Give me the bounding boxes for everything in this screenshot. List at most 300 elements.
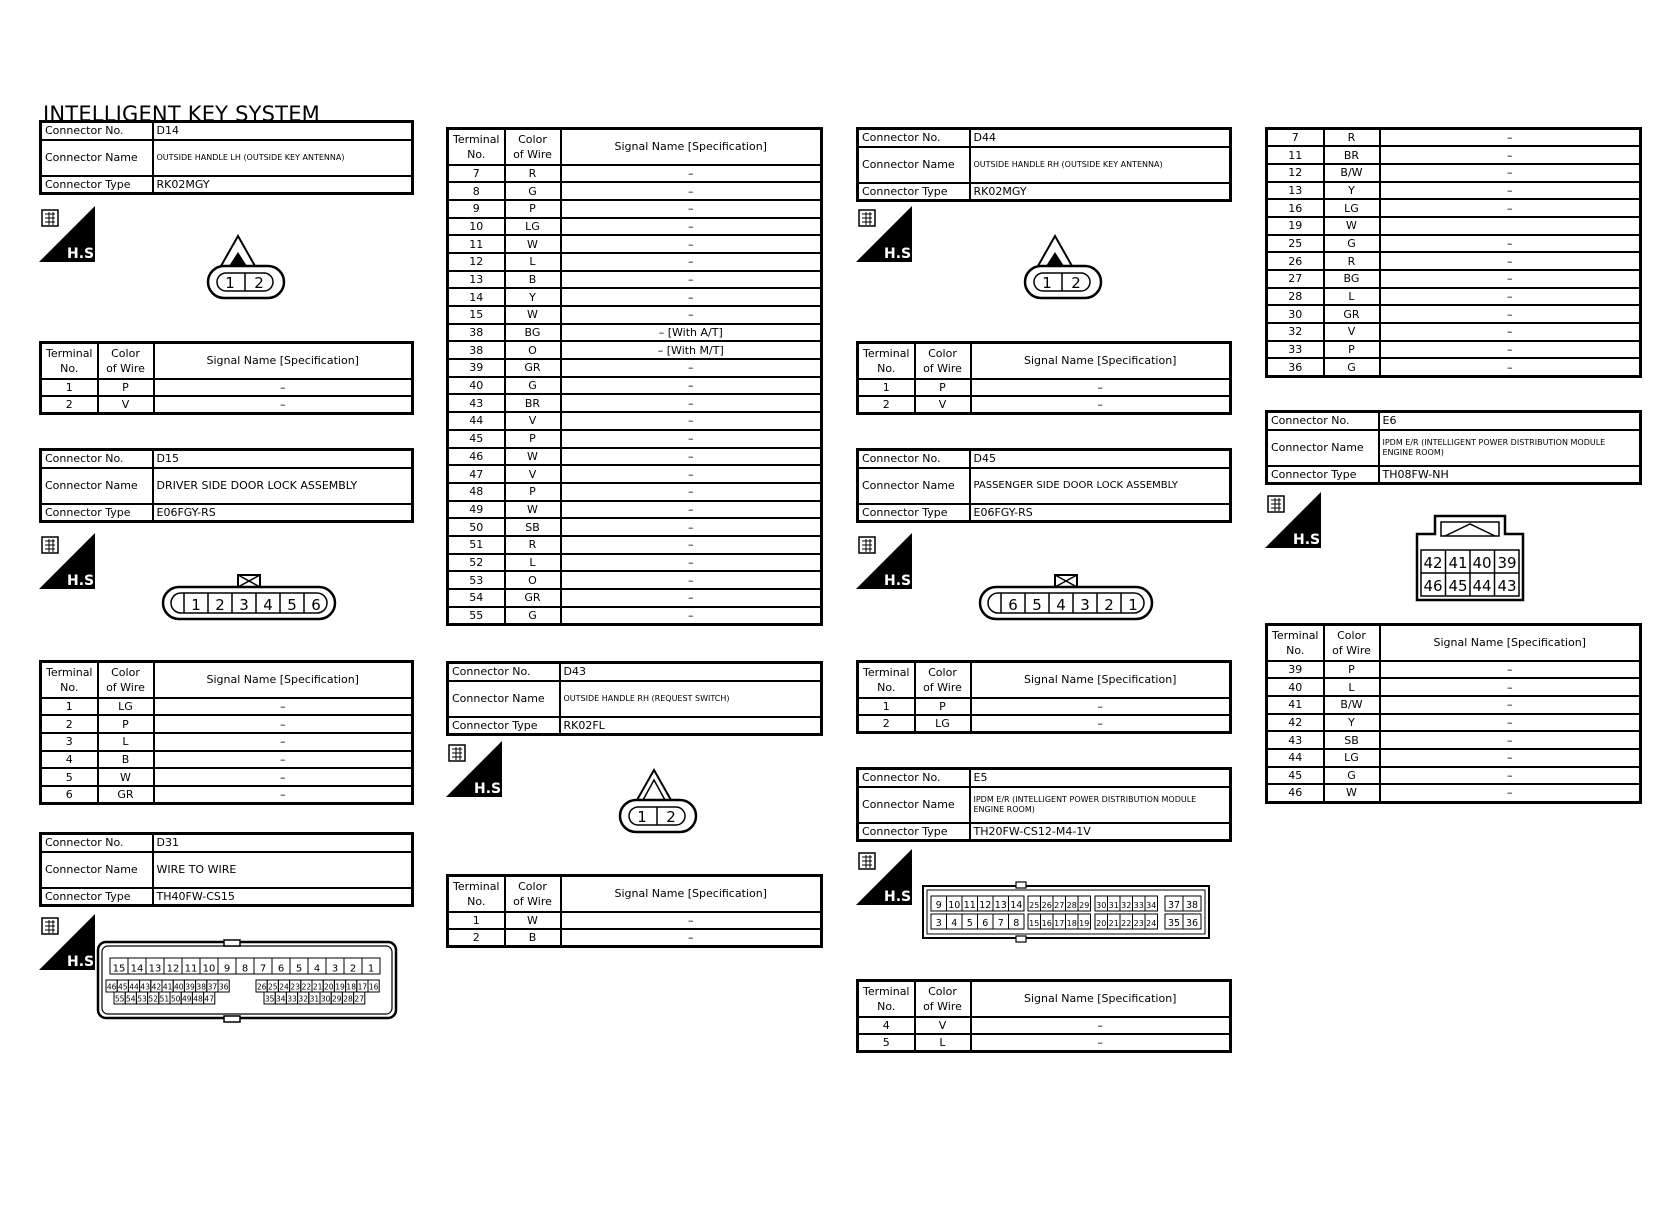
wire-color-cell: L (505, 253, 561, 271)
pin-label: 47 (204, 994, 214, 1004)
pin-label: 16 (368, 982, 379, 992)
label-connector-type: Connector Type (1267, 466, 1379, 484)
header-color: Color of Wire (505, 876, 561, 912)
signal-name-cell: – (1380, 252, 1641, 270)
pin-label: 11 (963, 900, 976, 911)
table-row (448, 518, 822, 536)
pin-cell (962, 914, 978, 929)
terminal-no-cell: 3 (41, 733, 98, 751)
pin-label: 22 (301, 982, 312, 992)
signal-name-cell: – (561, 554, 822, 572)
signal-name-cell: – (1380, 305, 1641, 323)
table-row (858, 396, 1231, 414)
terminal-no-cell: 5 (858, 1034, 915, 1052)
pin-cell (357, 980, 368, 992)
pin-label: 3 (331, 963, 339, 975)
pin-cell (159, 992, 170, 1004)
terminal-no-cell: 51 (448, 536, 505, 554)
pin-cell (128, 980, 139, 992)
label-connector-type: Connector Type (41, 504, 153, 522)
pin-label: 32 (298, 994, 308, 1004)
pin-cell (312, 980, 323, 992)
pin-label: 5 (295, 963, 303, 975)
signal-name-cell: – (1380, 146, 1641, 164)
pin-label: 19 (335, 982, 345, 992)
signal-name-cell: – (971, 1017, 1231, 1035)
wire-color-cell: G (505, 182, 561, 200)
connector-name-value: WIRE TO WIRE (153, 852, 413, 888)
terminal-no-cell: 39 (1267, 661, 1324, 679)
table-row (1267, 182, 1641, 200)
pin-cell (1053, 914, 1066, 929)
signal-name-cell: – (561, 377, 822, 395)
table-row (448, 271, 822, 289)
signal-name-cell: – (971, 1034, 1231, 1052)
terminal-table-d45 (856, 660, 1232, 734)
label-connector-no: Connector No. (41, 122, 153, 140)
pin-cell (1108, 896, 1121, 911)
pin-label: 40 (1472, 554, 1492, 572)
terminal-no-cell: 19 (1267, 217, 1324, 235)
table-row (448, 430, 822, 448)
wire-color-cell: O (505, 341, 561, 359)
label-connector-name: Connector Name (858, 787, 970, 823)
pin-cell (148, 992, 159, 1004)
pin-cell (267, 980, 278, 992)
connector-info-d14 (39, 120, 414, 195)
terminal-no-cell: 6 (41, 786, 98, 804)
signal-name-cell: – (561, 253, 822, 271)
pin-cell (1053, 896, 1066, 911)
signal-name-cell: – (154, 751, 413, 769)
pin-cell (1120, 896, 1133, 911)
pin-label: 27 (1054, 901, 1065, 910)
pin-cell (200, 958, 218, 975)
pin-label: 24 (1146, 919, 1157, 928)
pin-cell (117, 980, 128, 992)
terminal-no-cell: 7 (1267, 129, 1324, 147)
table-row (858, 1034, 1231, 1052)
pin-cell (368, 980, 379, 992)
pin-cell (286, 992, 297, 1004)
terminal-no-cell: 46 (448, 448, 505, 466)
connector-name-value: OUTSIDE HANDLE RH (OUTSIDE KEY ANTENNA) (970, 147, 1231, 183)
header-color: Color of Wire (1324, 625, 1380, 661)
table-row (1267, 358, 1641, 376)
wire-color-cell: W (1324, 217, 1380, 235)
wire-color-cell: LG (1324, 199, 1380, 217)
pin-label: 1 (367, 963, 375, 975)
header-terminal: Terminal No. (1267, 625, 1324, 661)
pin-label: 29 (1079, 901, 1090, 910)
pin-label: 42 (1423, 554, 1443, 572)
table-row (448, 571, 822, 589)
wire-color-cell: G (1324, 358, 1380, 376)
pin-label: 15 (1029, 919, 1040, 928)
label-connector-type: Connector Type (41, 176, 153, 194)
pin-label: 9 (223, 963, 231, 975)
pin-label: 11 (184, 963, 198, 975)
label-connector-no: Connector No. (448, 663, 560, 681)
terminal-table-d14 (39, 341, 414, 415)
pin-label: 2 (254, 274, 264, 292)
header-signal-name: Signal Name [Specification] (561, 129, 822, 165)
signal-name-cell: – (561, 306, 822, 324)
pin-label: 30 (320, 994, 331, 1004)
wire-color-cell: P (505, 483, 561, 501)
svg-text:H.S.: H.S. (1293, 532, 1326, 548)
pin-label: 4 (313, 963, 321, 975)
pin-label: 38 (1185, 900, 1199, 911)
pin-label: 32 (1121, 901, 1132, 910)
harness-side-icon (446, 741, 507, 797)
pin-cell (184, 980, 195, 992)
pin-label: 12 (166, 963, 180, 975)
svg-text:H.S.: H.S. (474, 781, 507, 797)
table-row (1267, 767, 1641, 785)
pin-label: 6 (1008, 596, 1018, 614)
pin-cell (218, 980, 229, 992)
table-row (858, 379, 1231, 397)
signal-name-cell: – [With M/T] (561, 341, 822, 359)
pin-label: 25 (268, 982, 278, 992)
signal-name-cell: – (561, 218, 822, 236)
signal-name-cell: – (1380, 235, 1641, 253)
pin-label: 1 (637, 808, 647, 826)
pin-label: 31 (1108, 901, 1119, 910)
svg-text:H.S.: H.S. (884, 573, 917, 589)
pin-label: 41 (162, 982, 173, 992)
pin-label: 10 (202, 963, 216, 975)
pin-cell (1183, 896, 1201, 911)
label-connector-no: Connector No. (1267, 412, 1379, 430)
connector-type-value: RK02MGY (970, 183, 1231, 201)
pin-label: 29 (332, 994, 342, 1004)
wire-color-cell: W (505, 448, 561, 466)
pin-label: 46 (1423, 577, 1443, 595)
pin-cell (354, 992, 365, 1004)
table-row (1267, 305, 1641, 323)
wire-color-cell: V (915, 396, 971, 414)
table-row (448, 589, 822, 607)
pin-cell (1028, 914, 1041, 929)
pin-cell (1108, 914, 1121, 929)
pin-label: 1 (191, 596, 201, 614)
pin-cell (947, 914, 963, 929)
signal-name-cell: – (561, 571, 822, 589)
label-connector-type: Connector Type (858, 823, 970, 841)
signal-name-cell: – (1380, 129, 1641, 147)
pin-label: 13 (148, 963, 162, 975)
signal-name-cell: – (1380, 731, 1641, 749)
pin-label: 2 (215, 596, 225, 614)
pin-cell (125, 992, 136, 1004)
wire-color-cell: L (1324, 678, 1380, 696)
terminal-no-cell: 43 (448, 394, 505, 412)
table-row (448, 394, 822, 412)
connector-type-value: E06FGY-RS (970, 504, 1231, 522)
signal-name-cell: – (154, 379, 413, 397)
table-row (1267, 323, 1641, 341)
pin-label: 27 (354, 994, 364, 1004)
signal-name-cell: – (561, 165, 822, 183)
table-row (1267, 749, 1641, 767)
pin-cell (136, 992, 147, 1004)
wire-color-cell: R (505, 536, 561, 554)
connector-info-d44 (856, 127, 1232, 202)
connector-info-e5 (856, 767, 1232, 842)
table-row (448, 607, 822, 625)
wire-color-cell: BR (505, 394, 561, 412)
wire-color-cell: BG (505, 324, 561, 342)
signal-name-cell: – (561, 929, 822, 947)
pin-label: 3 (935, 918, 942, 929)
header-signal-name: Signal Name [Specification] (971, 343, 1231, 379)
pin-label: 12 (979, 900, 992, 911)
header-terminal: Terminal No. (858, 343, 915, 379)
terminal-no-cell: 36 (1267, 358, 1324, 376)
pin-label: 18 (1066, 919, 1077, 928)
pin-cell (162, 980, 173, 992)
table-row (448, 536, 822, 554)
table-row (41, 751, 413, 769)
pin-cell (1133, 896, 1146, 911)
terminal-table-d43 (446, 874, 823, 948)
pin-label: 6 (982, 918, 989, 929)
pin-label: 28 (1066, 901, 1077, 910)
harness-side-icon (39, 206, 100, 262)
terminal-no-cell: 16 (1267, 199, 1324, 217)
signal-name-cell: – (154, 698, 413, 716)
label-connector-type: Connector Type (858, 183, 970, 201)
pin-label: 26 (1041, 901, 1052, 910)
pin-cell (931, 896, 947, 911)
pin-cell (236, 958, 254, 975)
pin-cell (110, 958, 128, 975)
pin-label: 21 (1108, 919, 1119, 928)
pin-label: 44 (129, 982, 139, 992)
pin-cell (151, 980, 162, 992)
pin-cell (106, 980, 117, 992)
wire-color-cell: R (1324, 129, 1380, 147)
pin-cell (978, 914, 994, 929)
signal-name-cell: – (561, 288, 822, 306)
terminal-no-cell: 44 (448, 412, 505, 430)
terminal-no-cell: 1 (448, 912, 505, 930)
pin-label: 37 (1167, 900, 1181, 911)
signal-name-cell: – (1380, 714, 1641, 732)
terminal-no-cell: 4 (858, 1017, 915, 1035)
table-row (448, 165, 822, 183)
table-row (448, 465, 822, 483)
terminal-no-cell: 41 (1267, 696, 1324, 714)
pin-cell (344, 958, 362, 975)
table-row (1267, 731, 1641, 749)
signal-name-cell: – (154, 733, 413, 751)
table-row (1267, 784, 1641, 802)
pin-label: 3 (239, 596, 249, 614)
pin-label: 46 (106, 982, 117, 992)
pin-cell (146, 958, 164, 975)
header-color: Color of Wire (505, 129, 561, 165)
pin-label: 17 (1054, 919, 1065, 928)
signal-name-cell: – (561, 394, 822, 412)
terminal-no-cell: 5 (41, 768, 98, 786)
wire-color-cell: B (505, 271, 561, 289)
signal-name-cell: – (561, 536, 822, 554)
signal-name-cell: – (561, 235, 822, 253)
connector-info-d43 (446, 661, 823, 736)
pin-cell (1120, 914, 1133, 929)
terminal-table-d44 (856, 341, 1232, 415)
connector-info-d15 (39, 448, 414, 523)
signal-name-cell: – (1380, 784, 1641, 802)
table-row (448, 412, 822, 430)
table-row (448, 182, 822, 200)
terminal-no-cell: 14 (448, 288, 505, 306)
pin-label: 52 (148, 994, 158, 1004)
signal-name-cell: – (1380, 661, 1641, 679)
signal-name-cell: – [With A/T] (561, 324, 822, 342)
connector-diagram-e5 (921, 880, 1211, 944)
table-row (41, 786, 413, 804)
wire-color-cell: L (505, 554, 561, 572)
signal-name-cell: – (1380, 182, 1641, 200)
table-row (448, 483, 822, 501)
table-row (448, 912, 822, 930)
pin-cell (278, 980, 289, 992)
table-row (1267, 678, 1641, 696)
label-connector-no: Connector No. (41, 834, 153, 852)
table-row (1267, 129, 1641, 147)
pin-label: 10 (948, 900, 961, 911)
pin-label: 17 (357, 982, 368, 992)
pin-label: 2 (1104, 596, 1114, 614)
label-connector-name: Connector Name (448, 681, 560, 717)
terminal-no-cell: 40 (448, 377, 505, 395)
wire-color-cell: V (505, 465, 561, 483)
pin-label: 38 (196, 982, 206, 992)
terminal-no-cell: 27 (1267, 270, 1324, 288)
signal-name-cell: – (561, 271, 822, 289)
pin-label: 23 (1133, 919, 1144, 928)
connector-no-value: D31 (153, 834, 413, 852)
pin-cell (1028, 896, 1041, 911)
wire-color-cell: V (98, 396, 154, 414)
pin-label: 50 (170, 994, 181, 1004)
wire-color-cell: GR (505, 359, 561, 377)
pin-label: 9 (935, 900, 942, 911)
pin-cell (931, 914, 947, 929)
header-color: Color of Wire (915, 662, 971, 698)
pin-cell (993, 914, 1009, 929)
connector-no-value: E5 (970, 769, 1231, 787)
signal-name-cell: – (561, 518, 822, 536)
pin-cell (1095, 896, 1108, 911)
wire-color-cell: L (1324, 288, 1380, 306)
pin-label: 45 (1448, 577, 1468, 595)
signal-name-cell: – (561, 448, 822, 466)
signal-name-cell: – (561, 182, 822, 200)
signal-name-cell: – (561, 412, 822, 430)
pin-label: 51 (159, 994, 170, 1004)
header-color: Color of Wire (98, 662, 154, 698)
pin-label: 2 (1071, 274, 1081, 292)
terminal-no-cell: 49 (448, 501, 505, 519)
connector-name-value: OUTSIDE HANDLE LH (OUTSIDE KEY ANTENNA) (153, 140, 413, 176)
connector-type-value: RK02FL (560, 717, 822, 735)
connector-type-value: E06FGY-RS (153, 504, 413, 522)
terminal-no-cell: 1 (41, 379, 98, 397)
connector-no-value: E6 (1379, 412, 1641, 430)
wire-color-cell: LG (915, 715, 971, 733)
connector-name-value: PASSENGER SIDE DOOR LOCK ASSEMBLY (970, 468, 1231, 504)
signal-name-cell: – (1380, 749, 1641, 767)
connector-diagram-d43 (617, 766, 699, 838)
wire-color-cell: P (505, 200, 561, 218)
wire-color-cell: LG (505, 218, 561, 236)
pin-label: 41 (1448, 554, 1468, 572)
header-signal-name: Signal Name [Specification] (154, 662, 413, 698)
terminal-table-e5-continued (1265, 127, 1642, 378)
table-row (41, 733, 413, 751)
pin-cell (1165, 896, 1183, 911)
header-signal-name: Signal Name [Specification] (971, 662, 1231, 698)
signal-name-cell: – (561, 465, 822, 483)
terminal-no-cell: 7 (448, 165, 505, 183)
label-connector-no: Connector No. (41, 450, 153, 468)
pin-label: 54 (126, 994, 136, 1004)
wire-color-cell: V (915, 1017, 971, 1035)
wire-color-cell: P (505, 430, 561, 448)
signal-name-cell: – (1380, 341, 1641, 359)
pin-label: 4 (263, 596, 273, 614)
pin-cell (1041, 896, 1054, 911)
table-row (448, 448, 822, 466)
terminal-no-cell: 2 (858, 715, 915, 733)
table-row (448, 324, 822, 342)
connector-no-value: D45 (970, 450, 1231, 468)
wire-color-cell: G (505, 377, 561, 395)
signal-name-cell: – (154, 768, 413, 786)
pin-cell (275, 992, 286, 1004)
header-terminal: Terminal No. (41, 343, 98, 379)
pin-label: 39 (185, 982, 195, 992)
pin-cell (320, 992, 331, 1004)
pin-cell (1066, 914, 1079, 929)
terminal-no-cell: 43 (1267, 731, 1324, 749)
pin-label: 8 (241, 963, 249, 975)
pin-label: 42 (151, 982, 162, 992)
pin-cell (1095, 914, 1108, 929)
terminal-no-cell: 2 (41, 715, 98, 733)
label-connector-type: Connector Type (448, 717, 560, 735)
terminal-no-cell: 11 (1267, 146, 1324, 164)
table-row (1267, 714, 1641, 732)
pin-cell (218, 958, 236, 975)
pin-label: 36 (1185, 918, 1199, 929)
pin-label: 43 (140, 982, 150, 992)
table-row (1267, 235, 1641, 253)
harness-side-icon (856, 533, 917, 589)
header-signal-name: Signal Name [Specification] (1380, 625, 1641, 661)
header-terminal: Terminal No. (448, 129, 505, 165)
pin-label: 40 (174, 982, 184, 992)
connector-type-value: TH08FW-NH (1379, 466, 1641, 484)
wire-color-cell: BR (1324, 146, 1380, 164)
connector-name-value: OUTSIDE HANDLE RH (REQUEST SWITCH) (560, 681, 822, 717)
connector-type-value: TH40FW-CS15 (153, 888, 413, 906)
